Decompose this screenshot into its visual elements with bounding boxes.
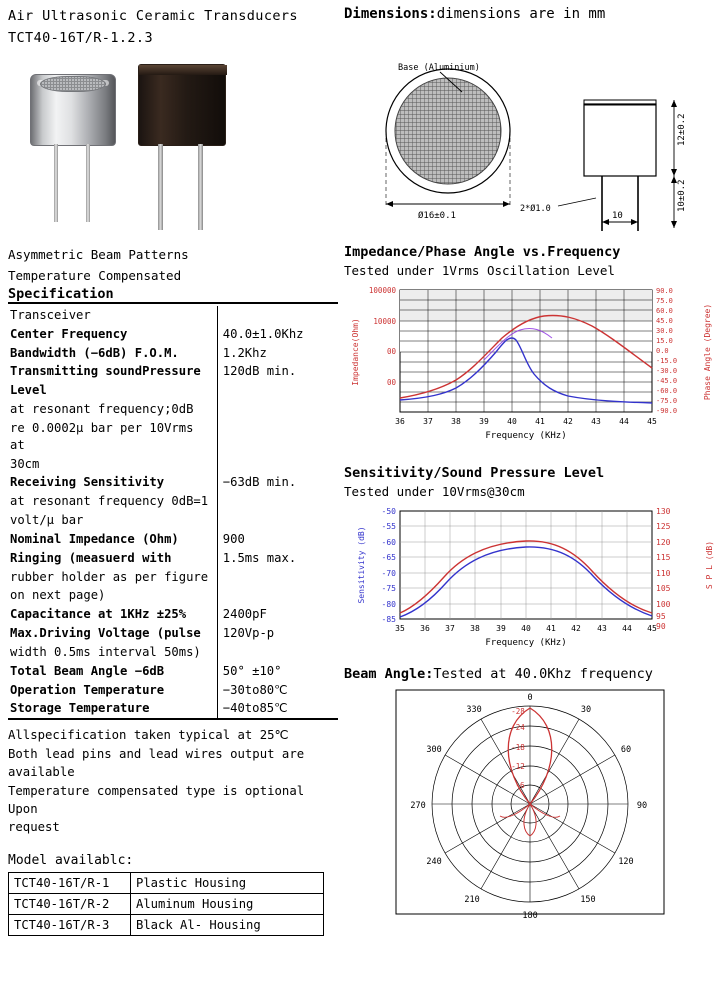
spec-key: width 0.5ms interval 50ms) — [10, 644, 201, 659]
spec-key: Center Frequency — [10, 326, 128, 341]
imp-ytick-1: 10000 — [373, 317, 396, 326]
spec-value — [217, 400, 334, 419]
model-desc: Black Al- Housing — [131, 914, 324, 935]
base-label-text: Base (Aluminium) — [398, 63, 480, 73]
table-row — [8, 624, 334, 643]
impedance-chart-subtitle: Tested under 1Vrms Oscillation Level — [344, 263, 615, 278]
angle-label-30: 30 — [580, 705, 592, 715]
spec-key: Transceiver — [10, 308, 91, 322]
spec-value: −30to80℃ — [217, 681, 334, 700]
photo-background — [8, 56, 324, 241]
model-desc: Plastic Housing — [131, 872, 324, 893]
svg-text:60.0: 60.0 — [656, 307, 673, 315]
svg-text:90.0: 90.0 — [656, 287, 673, 295]
spec-value: 900 — [217, 530, 334, 549]
table-row — [8, 568, 334, 587]
table-row — [8, 473, 334, 492]
svg-text:-60: -60 — [381, 538, 396, 547]
spec-table — [8, 306, 334, 718]
imp-ylabel-left: Impedance(Ohm) — [351, 318, 360, 386]
model-code: TCT40-16T/R-2 — [9, 893, 131, 914]
table-row — [8, 325, 334, 344]
dimensions-title — [344, 6, 720, 22]
spec-table-body — [8, 306, 334, 718]
svg-text:-50: -50 — [381, 507, 396, 516]
svg-text:43: 43 — [597, 624, 607, 633]
table-row — [8, 605, 334, 624]
svg-text:43: 43 — [591, 417, 601, 426]
spec-key: Storage Temperature — [10, 701, 150, 716]
svg-text:44: 44 — [619, 417, 629, 426]
svg-text:-85: -85 — [381, 615, 396, 624]
feature-1: Temperature Compensated — [8, 268, 182, 283]
table-row — [9, 914, 324, 935]
svg-text:42: 42 — [571, 624, 581, 633]
spec-key: Bandwidth (−6dB) F.O.M. — [10, 345, 179, 360]
spec-value — [217, 568, 334, 587]
beam-chart-title — [344, 666, 720, 682]
svg-text:38: 38 — [451, 417, 461, 426]
height-label-text: 12±0.2 — [677, 113, 687, 146]
spec-key: at resonant frequency 0dB=1 — [10, 494, 209, 509]
note-3: request — [8, 820, 60, 835]
imp-xlabel: Frequency (KHz) — [485, 431, 567, 441]
pin-length-label-text: 10±0.2 — [677, 179, 687, 212]
svg-text:105: 105 — [656, 584, 671, 593]
svg-text:110: 110 — [656, 569, 671, 578]
sens-ylabel-right: S P L (dB) — [705, 540, 714, 590]
model-code: TCT40-16T/R-3 — [9, 914, 131, 935]
table-row — [8, 419, 334, 455]
table-row — [9, 872, 324, 893]
spec-key: re 0.0002μ bar per 10Vrms at — [10, 420, 194, 452]
spec-value: 120dB min. — [217, 362, 334, 381]
spec-heading: Specification — [8, 286, 114, 302]
spec-key: Max.Driving Voltage (pulse — [10, 626, 201, 641]
svg-text:90: 90 — [656, 622, 666, 631]
impedance-chart — [344, 282, 720, 455]
svg-text:-30.0: -30.0 — [656, 367, 678, 375]
impedance-chart-title: Impedance/Phase Angle vs.Frequency — [344, 244, 621, 260]
svg-text:-55: -55 — [381, 522, 396, 531]
angle-label-0: 0 — [527, 693, 533, 703]
spec-value: 50° ±10° — [217, 662, 334, 681]
spec-key: on next page) — [10, 588, 106, 603]
svg-text:40: 40 — [521, 624, 531, 633]
pin-diameter-label-text: 2*Ø1.0 — [520, 204, 551, 214]
spec-value: 2400pF — [217, 605, 334, 624]
table-row — [8, 492, 334, 511]
table-row — [9, 893, 324, 914]
svg-text:75.0: 75.0 — [656, 297, 673, 305]
table-row — [8, 662, 334, 681]
spec-value — [217, 381, 334, 400]
product-photo — [8, 56, 324, 241]
spec-value: 40.0±1.0Khz — [217, 325, 334, 344]
spec-value — [217, 511, 334, 530]
spec-value — [217, 492, 334, 511]
model-desc: Aluminum Housing — [131, 893, 324, 914]
model-list-title: Model availablc: — [8, 852, 134, 868]
ring-label-0: -6 — [515, 781, 525, 790]
svg-text:-90.0: -90.0 — [656, 407, 678, 415]
svg-text:37: 37 — [445, 624, 455, 633]
svg-text:36: 36 — [395, 417, 405, 426]
table-row — [8, 699, 334, 718]
svg-text:-65: -65 — [381, 553, 396, 562]
spec-value: 1.5ms max. — [217, 549, 334, 568]
black-can-top — [139, 65, 227, 75]
spec-key: rubber holder as per figure — [10, 569, 209, 584]
model-code: TCT40-16T/R-1 — [9, 872, 131, 893]
angle-label-150: 150 — [580, 895, 596, 905]
spec-key: Capacitance at 1KHz ±25% — [10, 607, 187, 622]
sensitivity-chart-title: Sensitivity/Sound Pressure Level — [344, 465, 605, 481]
table-row — [8, 530, 334, 549]
beam-angle-chart — [344, 686, 720, 921]
table-row — [8, 362, 334, 381]
spec-key: Nominal Impedance (Ohm) — [10, 531, 179, 546]
svg-text:37: 37 — [423, 417, 433, 426]
imp-ylabel-right: Phase Angle (Degree) — [703, 303, 712, 401]
imp-ytick-3: 00 — [386, 378, 396, 387]
sensitivity-chart-subtitle: Tested under 10Vrms@30cm — [344, 484, 525, 499]
ring-label-3: -24 — [511, 723, 525, 732]
left-column — [8, 8, 338, 936]
note-0: Allspecification taken typical at 25℃ — [8, 728, 289, 743]
sens-xlabel: Frequency (KHz) — [485, 638, 567, 648]
front-view — [386, 63, 510, 221]
model-table-body — [9, 872, 324, 935]
svg-text:40: 40 — [507, 417, 517, 426]
svg-text:44: 44 — [622, 624, 632, 633]
svg-text:-70: -70 — [381, 569, 396, 578]
table-row — [8, 643, 334, 662]
product-model: TCT40-16T/R-1.2.3 — [8, 30, 153, 46]
spec-key: Receiving Sensitivity — [10, 475, 165, 490]
spec-key: Total Beam Angle −6dB — [10, 663, 165, 678]
svg-text:125: 125 — [656, 522, 671, 531]
svg-text:-60.0: -60.0 — [656, 387, 678, 395]
svg-text:95: 95 — [656, 612, 666, 621]
spec-value — [217, 306, 334, 325]
beam-label: Beam Angle: — [344, 666, 434, 682]
svg-text:100: 100 — [656, 600, 671, 609]
angle-label-330: 330 — [466, 705, 482, 715]
spec-value: −40to85℃ — [217, 699, 334, 718]
spec-key: at resonant frequency;0dB — [10, 402, 194, 417]
svg-text:30.0: 30.0 — [656, 327, 673, 335]
spec-value: −63dB min. — [217, 473, 334, 492]
svg-text:45.0: 45.0 — [656, 317, 673, 325]
angle-label-300: 300 — [426, 745, 442, 755]
mechanical-drawing — [344, 26, 720, 234]
ring-label-1: -12 — [511, 762, 525, 771]
svg-text:35: 35 — [395, 624, 405, 633]
svg-text:-75.0: -75.0 — [656, 397, 678, 405]
imp-ytick-0: 100000 — [368, 286, 396, 295]
silver-pin-right — [86, 144, 90, 222]
svg-text:41: 41 — [546, 624, 556, 633]
table-row — [8, 344, 334, 363]
spec-value: 1.2Khz — [217, 344, 334, 363]
table-row — [8, 511, 334, 530]
table-row — [8, 455, 334, 474]
svg-text:41: 41 — [535, 417, 545, 426]
angle-label-240: 240 — [426, 857, 442, 867]
spec-key: Operation Temperature — [10, 682, 165, 697]
spec-value — [217, 419, 334, 455]
angle-label-270: 270 — [410, 801, 426, 811]
svg-text:-75: -75 — [381, 584, 396, 593]
svg-text:130: 130 — [656, 507, 671, 516]
dimensions-label: Dimensions: — [344, 6, 437, 22]
svg-text:45: 45 — [647, 417, 657, 426]
angle-label-60: 60 — [620, 745, 632, 755]
black-pin-right — [198, 144, 203, 230]
dimensions-note: dimensions are in mm — [436, 6, 606, 22]
spec-key: Ringing (measuerd with — [10, 550, 172, 565]
table-row — [8, 681, 334, 700]
spec-key: 30cm — [10, 456, 40, 471]
silver-pin-left — [54, 144, 58, 222]
silver-mesh-face — [40, 76, 106, 92]
imp-ytick-2: 00 — [386, 347, 396, 356]
spec-value — [217, 586, 334, 605]
spec-table-wrapper — [8, 302, 338, 720]
ring-label-2: -18 — [511, 743, 525, 752]
right-column — [344, 6, 720, 921]
svg-text:15.0: 15.0 — [656, 337, 673, 345]
angle-label-180: 180 — [522, 911, 538, 918]
spec-value — [217, 455, 334, 474]
sens-ylabel-left: Sensitivity (dB) — [357, 526, 366, 604]
black-can — [138, 64, 226, 146]
svg-text:38: 38 — [470, 624, 480, 633]
note-2: Temperature compensated type is optional Upon — [8, 783, 305, 816]
transducer-black-photo — [138, 64, 226, 224]
svg-text:-80: -80 — [381, 600, 396, 609]
svg-text:42: 42 — [563, 417, 573, 426]
spec-key: Level — [10, 383, 47, 398]
ring-label-4: -28 — [511, 707, 525, 716]
spec-value: 120Vp-p — [217, 624, 334, 643]
svg-text:-15.0: -15.0 — [656, 357, 678, 365]
svg-text:45: 45 — [647, 624, 657, 633]
svg-text:-45.0: -45.0 — [656, 377, 678, 385]
svg-text:0.0: 0.0 — [656, 347, 669, 355]
side-view — [520, 100, 687, 231]
svg-text:39: 39 — [496, 624, 506, 633]
angle-label-120: 120 — [618, 857, 634, 867]
sensitivity-chart — [344, 503, 720, 656]
table-row — [8, 400, 334, 419]
angle-label-210: 210 — [464, 895, 480, 905]
model-table — [8, 872, 324, 936]
diameter-label-text: Ø16±0.1 — [418, 211, 456, 221]
transducer-silver-photo — [30, 74, 116, 224]
svg-text:115: 115 — [656, 553, 671, 562]
notes-block — [8, 726, 338, 837]
table-row — [8, 549, 334, 568]
spec-key: volt/μ bar — [10, 513, 84, 528]
table-row — [8, 586, 334, 605]
feature-0: Asymmetric Beam Patterns — [8, 247, 189, 262]
table-row — [8, 306, 334, 325]
svg-text:120: 120 — [656, 538, 671, 547]
note-1: Both lead pins and lead wires output are available — [8, 746, 305, 780]
svg-text:39: 39 — [479, 417, 489, 426]
angle-label-90: 90 — [636, 801, 648, 811]
table-row — [8, 381, 334, 400]
beam-subtitle: Tested at 40.0Khz frequency — [433, 666, 653, 682]
black-pin-left — [158, 144, 163, 230]
svg-text:36: 36 — [420, 624, 430, 633]
pitch-label-text: 10 — [612, 211, 623, 221]
product-title: Air Ultrasonic Ceramic Transducers — [8, 8, 298, 24]
spec-key: Transmitting soundPressure — [10, 364, 201, 379]
spec-value — [217, 643, 334, 662]
